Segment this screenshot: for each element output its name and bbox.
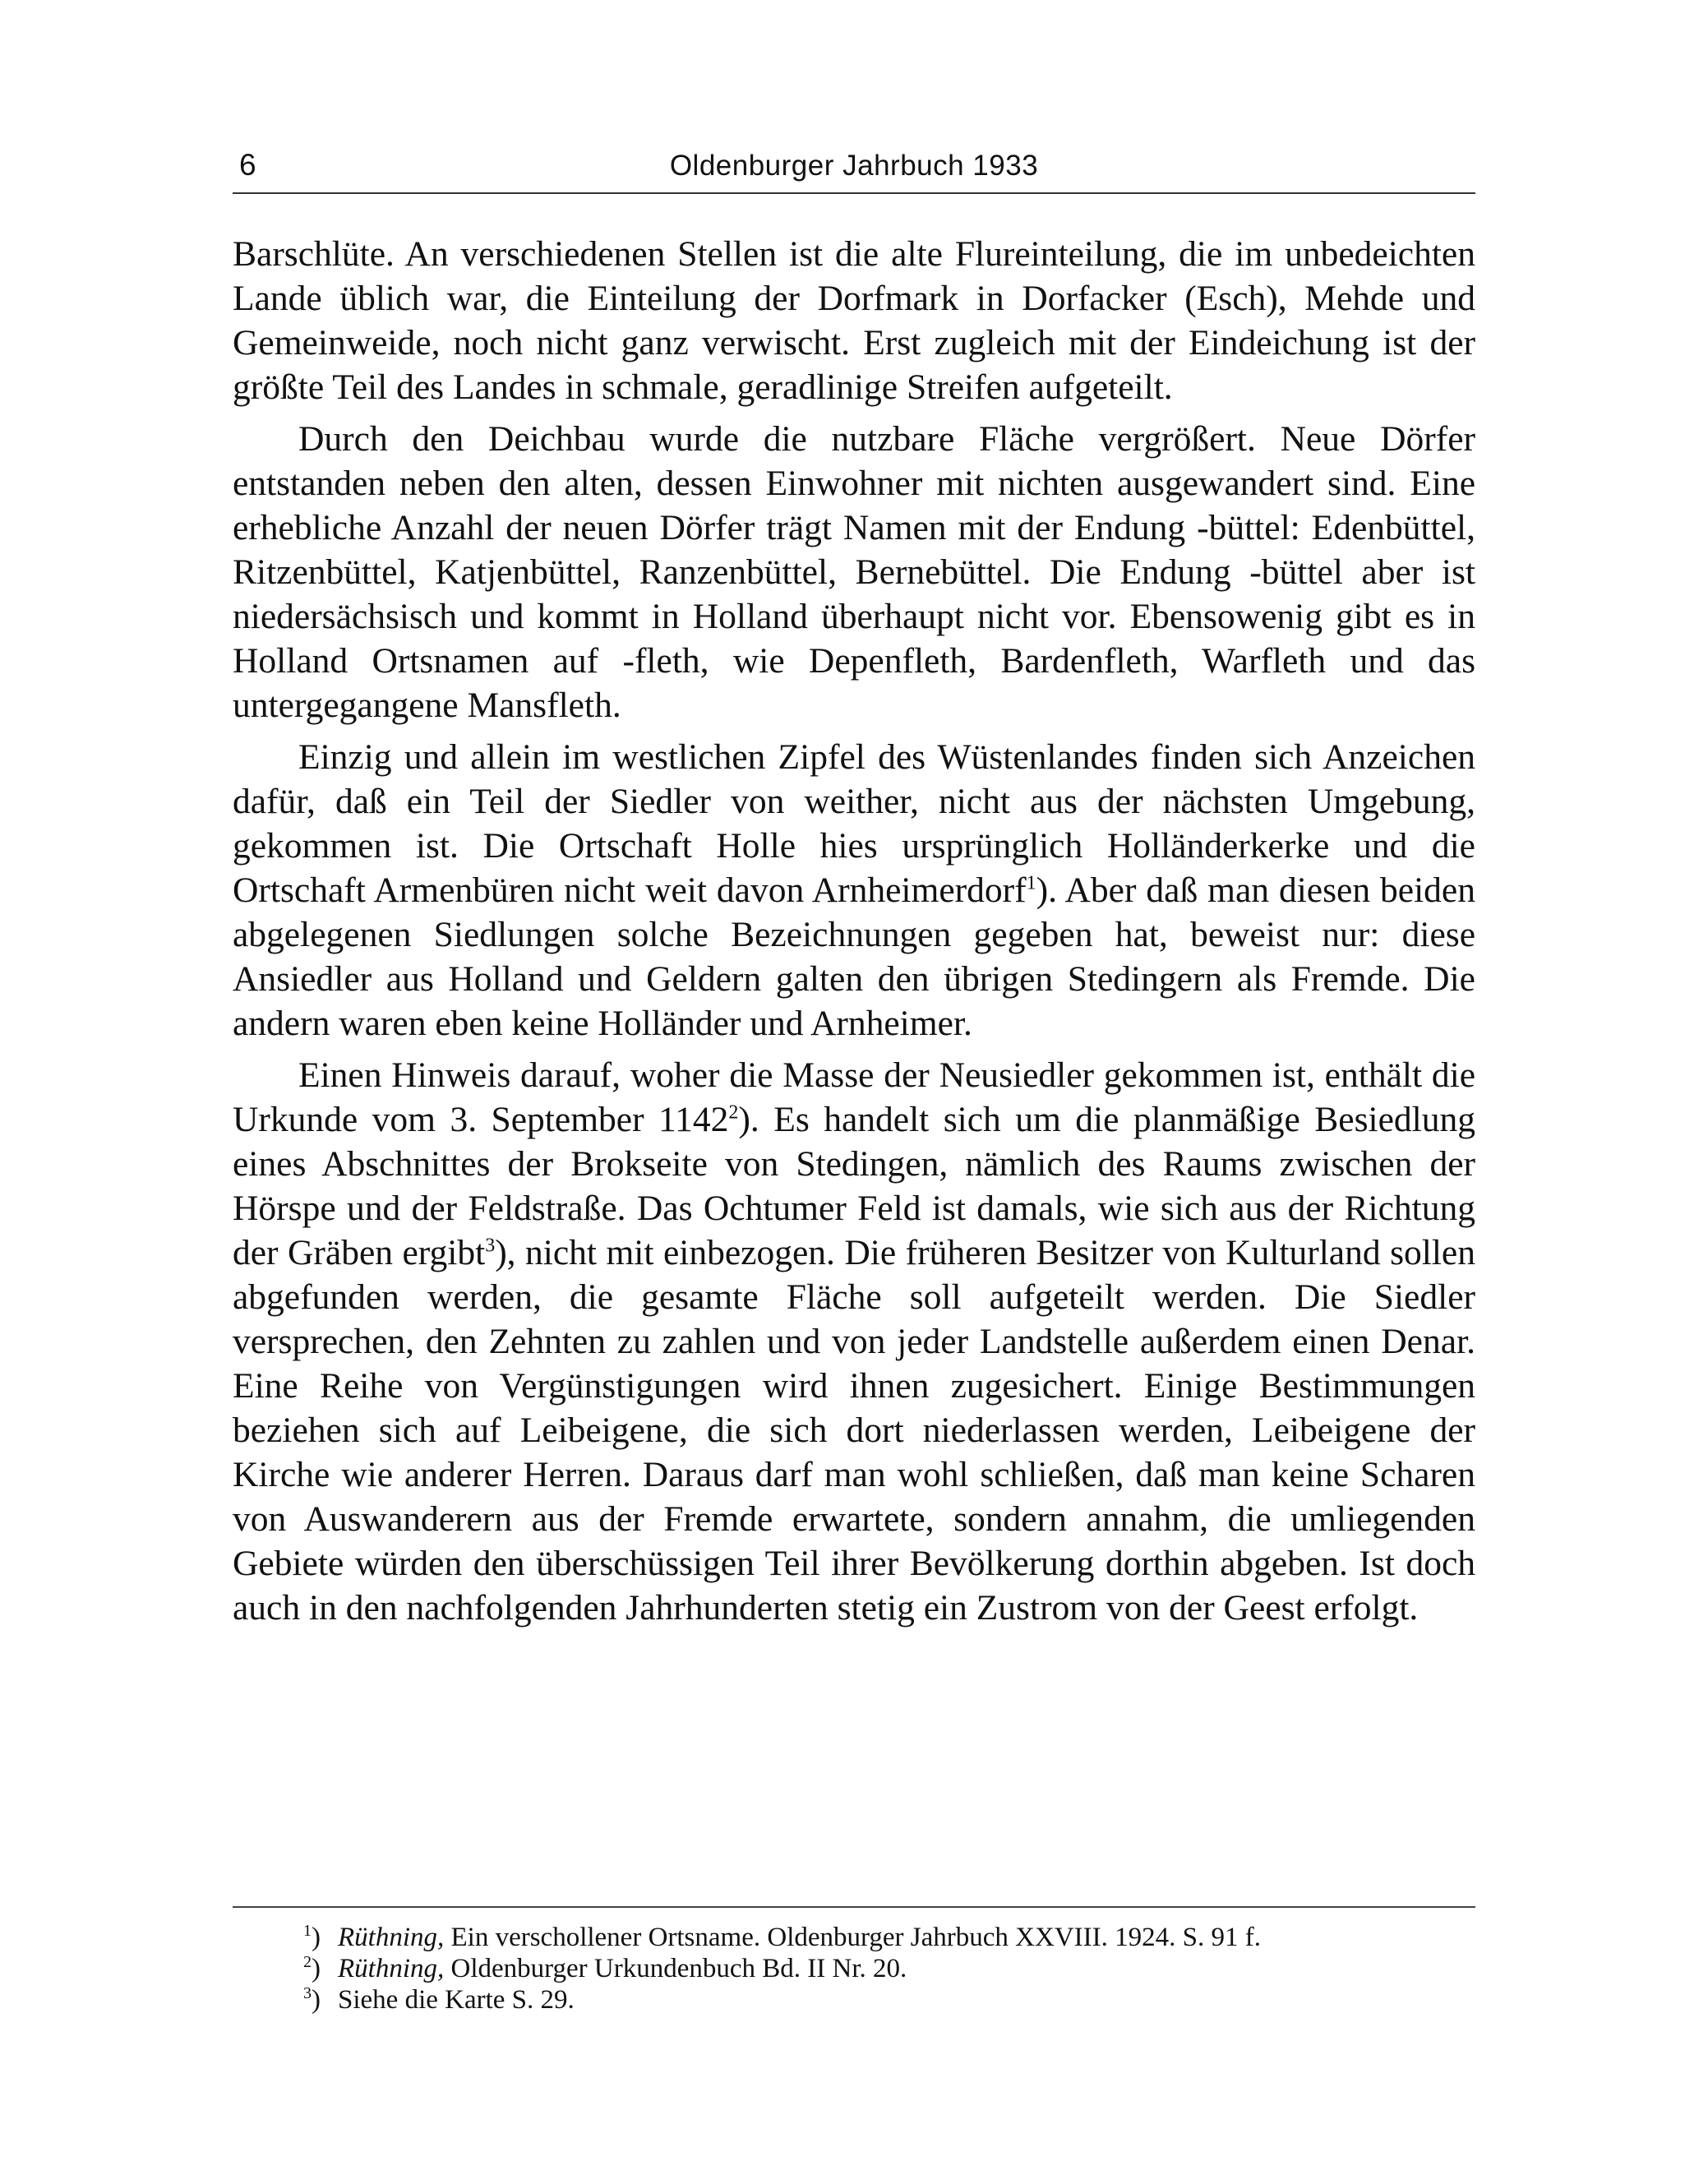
footnote-text: Ein verschollener Ortsname. Oldenburger Jahrbuch XXVIII. 1924. S. 91 f.: [444, 1923, 1261, 1952]
body-text: [233, 232, 1475, 1637]
header-rule: [233, 192, 1475, 194]
paragraph-1-text: Barschlüte. An verschiedenen Stellen ist die alte Flureinteilung, die im unbedeichten Lande üblich war, die Einteilung der Dorfmark in Dorfacker (Esch), Mehde und Gemeinweide, noch nicht ganz verwischt. Erst zugleich mit der Eindeichung ist der größte Teil des Landes in schmale, geradlinige Streifen aufgeteilt.: [233, 234, 1475, 407]
paragraph-1: [233, 232, 1475, 409]
footnote-author: Rüthning,: [338, 1923, 445, 1952]
page-header: [233, 132, 1475, 182]
footnote-1: [303, 1922, 1479, 1953]
footnote-mark: $^3$): [303, 1984, 321, 2015]
footnote-ref-2: 2: [728, 1101, 739, 1124]
footnote-3: [303, 1984, 1479, 2015]
book-page: [233, 132, 1475, 2015]
footnote-mark: $^1$): [303, 1922, 321, 1952]
footnote-2: [303, 1953, 1479, 1984]
footnote-text: Siehe die Karte S. 29.: [338, 1985, 575, 2015]
footnote-mark-number: 3: [303, 1984, 312, 2002]
footnote-text: Oldenburger Urkundenbuch Bd. II Nr. 20.: [444, 1954, 907, 1983]
footnote-ref-1: 1: [1026, 872, 1036, 894]
footnotes: [303, 1922, 1479, 2015]
paragraph-4: [233, 1053, 1475, 1630]
paragraph-2: [233, 417, 1475, 727]
footnote-ref-3: 3: [485, 1235, 496, 1257]
running-title: Oldenburger Jahrbuch 1933: [669, 150, 1039, 182]
paragraph-3-text-a: Einzig und allein im westlichen Zipfel des Wüstenlandes finden sich Anzeichen dafür, daß ein Teil der Siedler von weither, nicht aus der nächsten Umgebung, gekommen ist. Die Ortschaft Holle hies ursprünglich Holländerkerke und die Ortschaft Armenbüren nicht weit davon Arnheimerdorf: [233, 737, 1475, 910]
paragraph-4-text-c: ), nicht mit einbezogen. Die früheren Besitzer von Kulturland sollen abgefunden werden, die gesamte Fläche soll aufgeteilt werden. Die Siedler versprechen, den Zehnten zu zahlen und von jeder Landstelle außerdem einen Denar. Eine Reihe von Vergünstigungen wird ihnen zugesichert. Einige Bestimmungen beziehen sich auf Leibeigene, die sich dort niederlassen werden, Leibeigene der Kirche wie anderer Herren. Daraus darf man wohl schließen, daß man keine Scharen von Auswanderern aus der Fremde erwartete, sondern annahm, die umliegenden Gebiete würden den überschüssigen Teil ihrer Bevölkerung dorthin abgeben. Ist doch auch in den nachfolgenden Jahrhunderten stetig ein Zustrom von der Geest erfolgt.: [233, 1233, 1475, 1628]
footnote-mark-number: 1: [303, 1922, 312, 1940]
paragraph-2-text: Durch den Deichbau wurde die nutzbare Fläche vergrößert. Neue Dörfer entstanden neben den alten, dessen Einwohner mit nichten ausgewandert sind. Eine erhebliche Anzahl der neuen Dörfer trägt Namen mit der Endung -büttel: Edenbüttel, Ritzenbüttel, Katjenbüttel, Ranzenbüttel, Bernebüttel. Die Endung -büttel aber ist niedersächsisch und kommt in Holland überhaupt nicht vor. Ebensowenig gibt es in Holland Ortsnamen auf -fleth, wie Depenfleth, Bardenfleth, Warfleth und das untergegangene Mansfleth.: [233, 419, 1475, 725]
footnote-mark: $^2$): [303, 1953, 321, 1983]
paragraph-4-text-b: ). Es handelt sich um die planmäßige Besiedlung eines Abschnittes der Brokseite von Stedingen, nämlich des Raums zwischen der Hörspe und der Feldstraße. Das Ochtumer Feld ist damals, wie sich aus der Richtung der Gräben ergibt: [233, 1100, 1475, 1272]
paragraph-3-text-b: ). Aber daß man diesen beiden abgelegenen Siedlungen solche Bezeichnungen gegeben hat, beweist nur: diese Ansiedler aus Holland und Geldern galten den übrigen Stedingern als Fremde. Die andern waren eben keine Holländer und Arnheimer.: [233, 870, 1475, 1043]
footnote-mark-number: 2: [303, 1953, 312, 1971]
paragraph-3: [233, 735, 1475, 1046]
footnote-author: Rüthning,: [338, 1954, 445, 1983]
footnote-rule: [233, 1906, 1475, 1908]
page-number: 6: [239, 148, 257, 182]
paragraph-4-text-a: Einen Hinweis darauf, woher die Masse der Neusiedler gekommen ist, enthält die Urkunde vom 3. September 1142: [233, 1055, 1475, 1139]
